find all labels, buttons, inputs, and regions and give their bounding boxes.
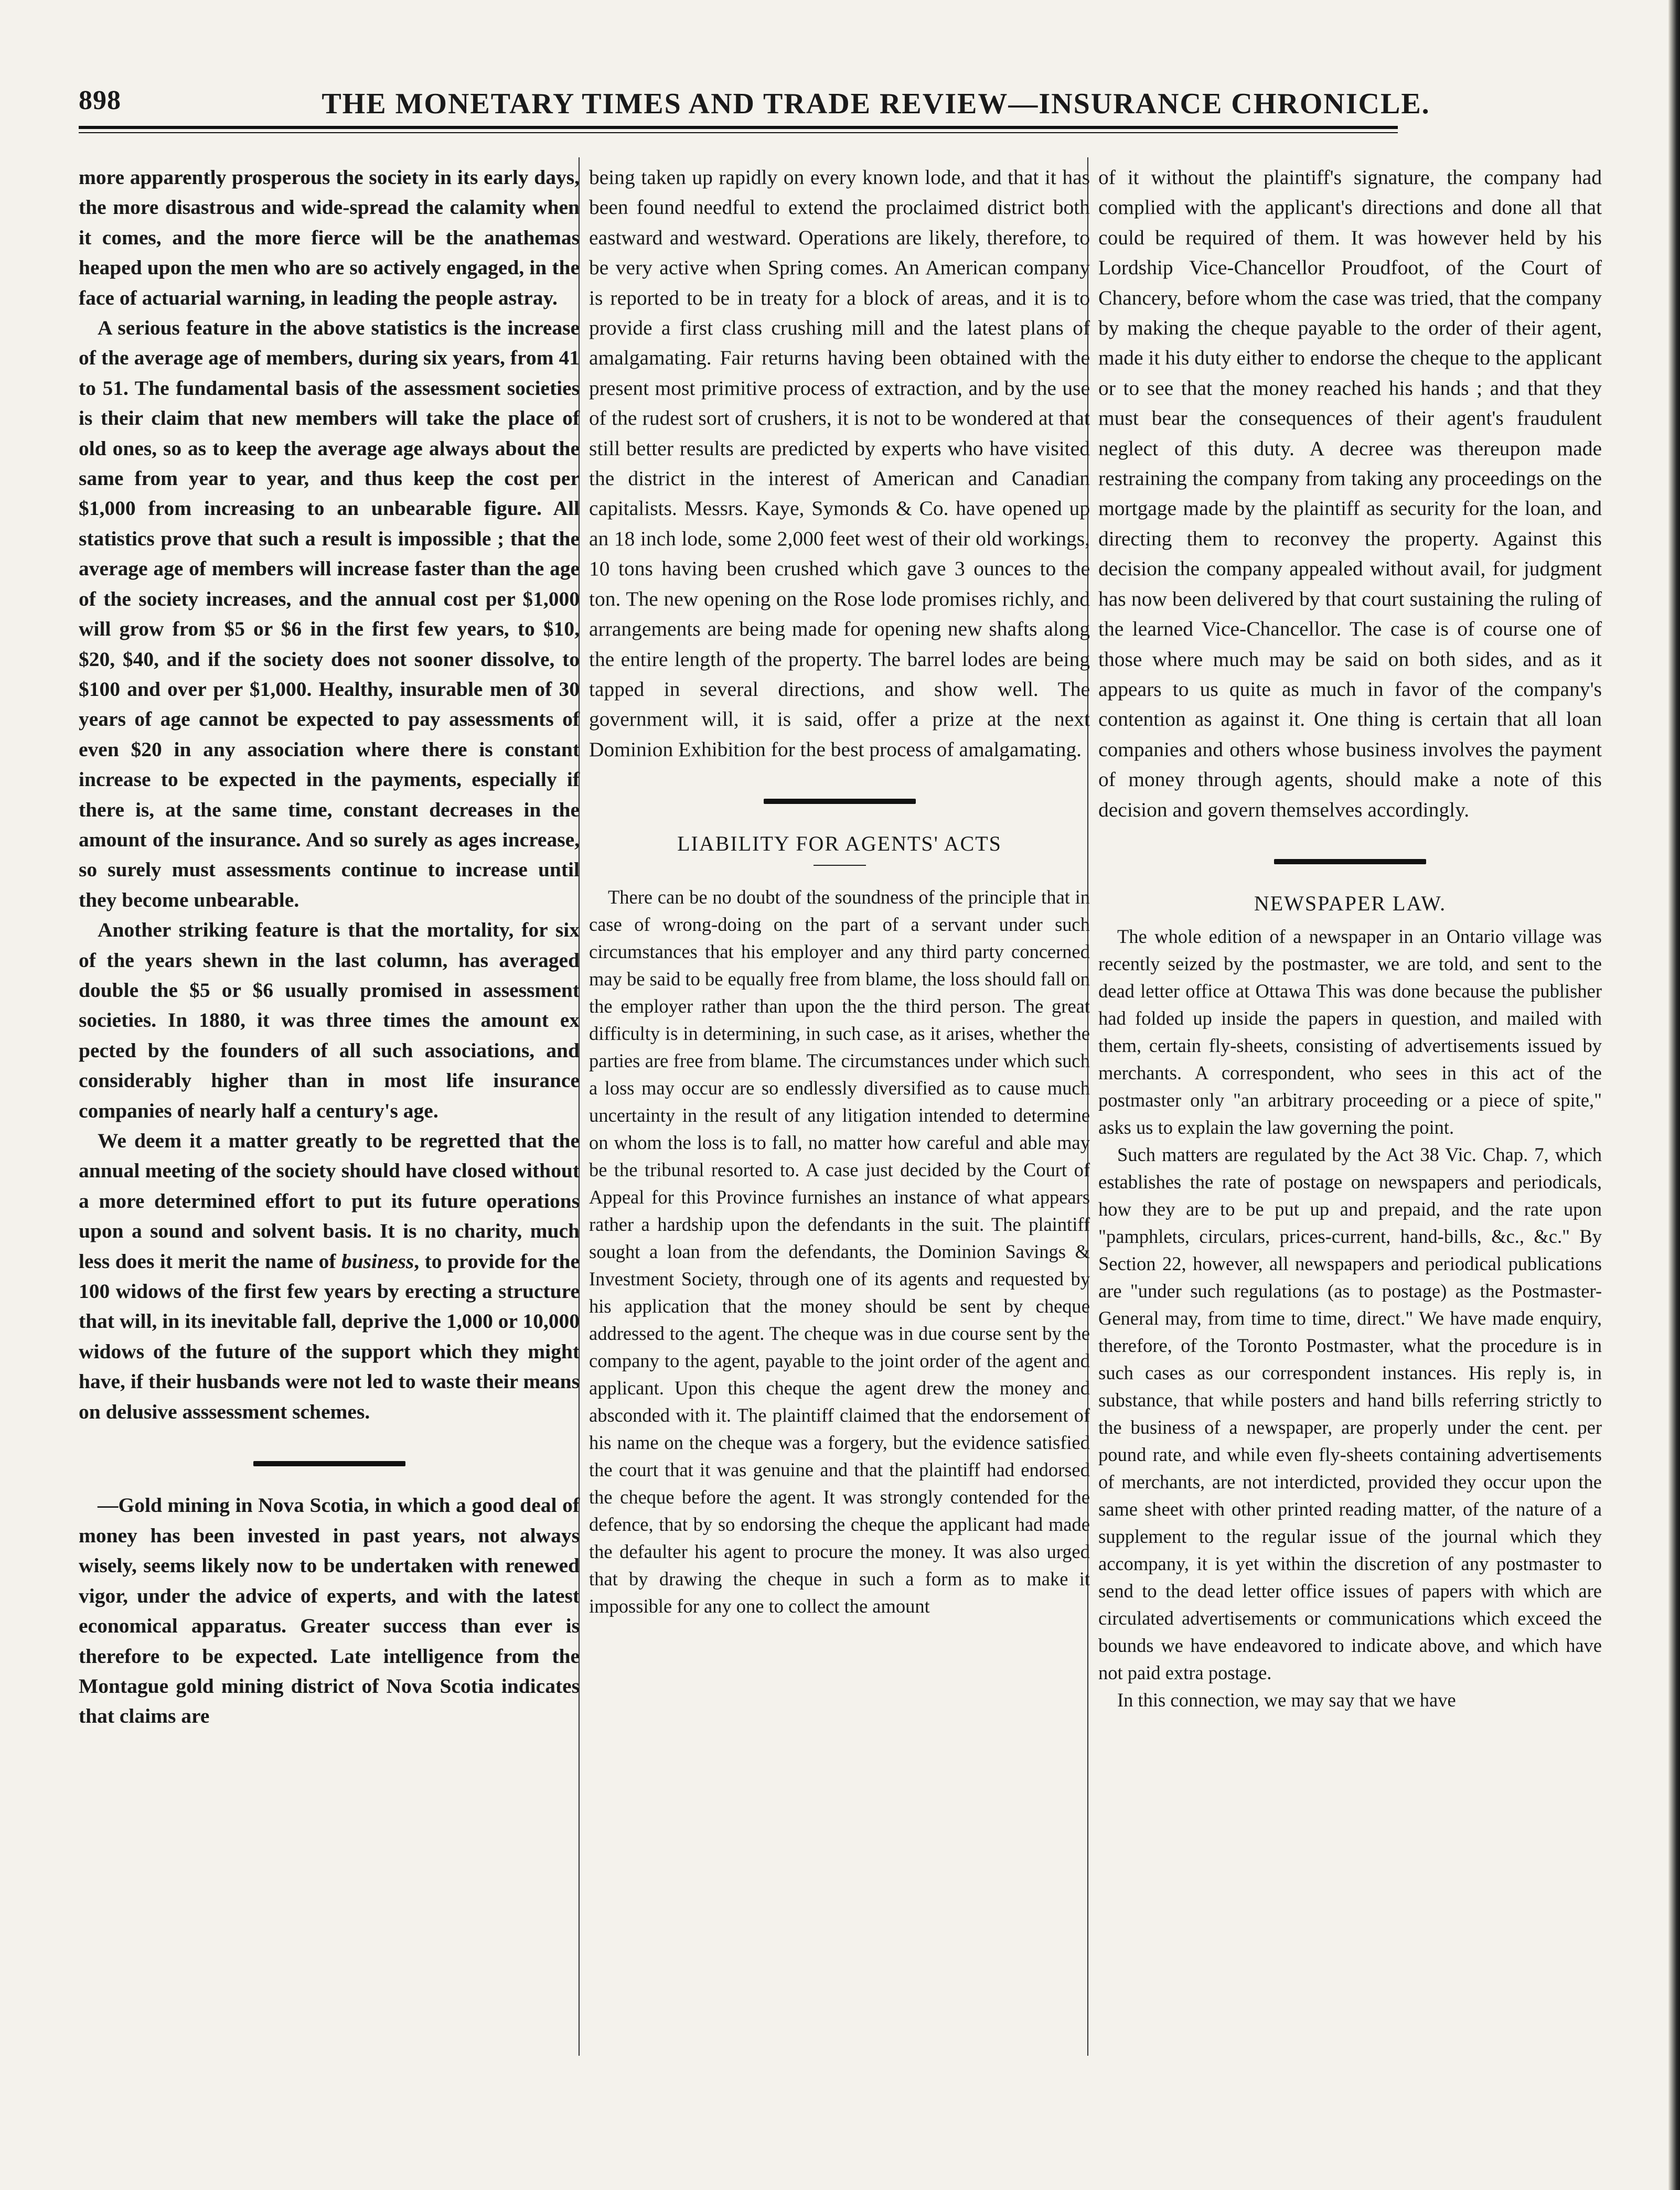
running-title: THE MONETARY TIMES AND TRADE REVIEW—INSURANCE CHRONICLE.	[322, 88, 1430, 120]
paragraph-assessment-calamity: more apparently prosperous the society in its early days, the more disastrous and wide-spread the calamity when it comes, and the more fierce will be the anathemas heaped upon the men who are so actively engaged, in the face of actuarial warning, in leading the people astray.	[79, 166, 580, 309]
section-divider	[1098, 843, 1602, 873]
paragraph-liability-agents: There can be no doubt of the soundness of the principle that in case of wrong-doing on the part of a servant under such circumstances that his employer and any third party concerned may be said to be equally free from blame, the loss should fall on the employer rather than upon the the third person. The great difficulty is in determining, in such case, as it arises, whether the parties are free from blame. The circumstances under which such a loss may occur are so endlessly diversified as to cause much uncertainty in the result of any litigation intended to determine on whom the loss is to fall, no matter how careful and able may be the tribunal resorted to. A case just decided by the Court of Appeal for this Province furnishes an instance of what appears rather a hardship upon the defendants in the suit. The plaintiff sought a loan from the defendants, the Dominion Savings & Investment Society, through one of its agents and requested by his application that the money should be sent by cheque addressed to the agent. The cheque was in due course sent by the company to the agent, payable to the joint order of the agent and applicant. Upon this cheque the agent drew the money and absconded with it. The plaintiff claimed that the endorsement of his name on the cheque was a forgery, but the evidence satisfied the court that it was genuine and that the plaintiff had endorsed the cheque before the agent. It was strongly contended for the defence, that by so endorsing the cheque the applicant had made the defaulter his agent to procure the money. It was also urged that by drawing the cheque in such a form as to make it impossible for any one to collect the amount	[589, 886, 1090, 1617]
column-3	[1098, 163, 1602, 1714]
paragraph-vice-chancellor-ruling: of it without the plaintiff's signature, the company had complied with the applicant's directions and done all that could be required of them. It was however held by his Lordship Vice-Chancellor Proudfoot, of the Court of Chancery, before whom the case was tried, that the company by making the cheque payable to the order of their agent, made it his duty either to endorse the cheque to the applicant or to see that the money reached his hands ; and that they must bear the consequences of their agent's fraudulent neglect of this duty. A decree was thereupon made restraining the company from taking any proceedings on the mortgage made by the plaintiff as security for the loan, and directing them to reconvey the property. Against this decision the company appealed without avail, for judgment has now been delivered by that court sustaining the ruling of the learned Vice-Chancellor. The case is of course one of those where much may be said on both sides, and as it appears to us quite as much in favor of the company's contention as against it. One thing is certain that all loan companies and others whose business involves the payment of money through agents, should make a note of this decision and govern themselves accordingly.	[1098, 166, 1602, 821]
header-rule-thick	[79, 126, 1398, 129]
heading-underline	[814, 865, 866, 866]
paragraph-postage-regulation: Such matters are regulated by the Act 38 Vic. Chap. 7, which establishes the rate of postage on newspapers and periodicals, how they are to be put up and prepaid, and the rate upon "pamphlets, circulars, prices-current, hand-bills, &c., &c." By Section 22, however, all newspapers and periodical publications are "under such regulations (as to postage) as the Postmaster-General may, from time to time, direct." We have made enquiry, therefore, of the Toronto Postmaster, what the procedure is in such cases as our correspondent instances. His reply is, in substance, that while posters and hand bills referring strictly to the business of a newspaper, are properly under the cent. per pound rate, and while even fly-sheets containing advertisements of merchants, are not interdicted, provided they occur upon the same sheet with other printed reading matter, of the nature of a supplement to the regular issue of the journal which they accompany, it is yet within the discretion of any postmaster to send to the dead letter office issues of papers with which are circulated advertisements or communications which exceed the bounds we have endeavored to indicate above, and which have not paid extra postage.	[1098, 1143, 1602, 1683]
paragraph-newspaper-seized: The whole edition of a newspaper in an Ontario village was recently seized by the postmaster, we are told, and sent to the dead letter office at Ottawa This was done because the publisher had folded up inside the papers in question, and mailed with them, certain fly-sheets, consisting of advertisements issued by merchants. A correspondent, who sees in this act of the postmaster only "an arbitrary proceeding or a piece of spite," asks us to explain the law governing the point.	[1098, 925, 1602, 1138]
column-2	[589, 163, 1090, 1620]
scan-edge-shadow	[1668, 0, 1680, 2190]
paragraph-gold-mining: —Gold mining in Nova Scotia, in which a good deal of money has been invested in past years, not always wisely, seems likely now to be undertaken with renewed vigor, under the advice of experts, and with the latest economical apparatus. Greater success than ever is therefore to be expected. Late intelligence from the Montague gold mining district of Nova Scotia indicates that claims are	[79, 1494, 580, 1728]
article-heading-newspaper-law: NEWSPAPER LAW.	[1254, 892, 1447, 916]
paragraph-lode-operations: being taken up rapidly on every known lode, and that it has been found needful to extend the proclaimed district both eastward and westward. Operations are likely, therefore, to be very active when Spring comes. An American company is reported to be in treaty for a block of areas, and it is to provide a first class crushing mill and the latest plans of amalgamating. Fair returns having been obtained with the present most primitive process of extraction, and by the use of the rudest sort of crushers, it is not to be wondered at that still better results are predicted by experts who have visited the district in the interest of American and Canadian capitalists. Messrs. Kaye, Symonds & Co. have opened up an 18 inch lode, some 2,000 feet west of their old workings, 10 tons having been crushed which gave 3 ounces to the ton. The new opening on the Rose lode promises richly, and arrangements are being made for opening new shafts along the entire length of the property. The barrel lodes are being tapped in several directions, and show well. The government will, it is said, offer a prize at the next Dominion Exhibition for the best process of amalgamating.	[589, 166, 1090, 761]
italic-business: business	[341, 1249, 414, 1273]
header-rule-thin	[79, 132, 1398, 133]
page-number: 898	[79, 85, 121, 115]
article-heading-liability: LIABILITY FOR AGENTS' ACTS	[677, 831, 1002, 855]
paragraph-connection: In this connection, we may say that we have	[1117, 1689, 1456, 1711]
page-header	[79, 73, 1430, 131]
paragraph-mortality: Another striking feature is that the mortality, for six of the years shewn in the last column, has averaged double the $5 or $6 usually promised in assessment societies. In 1880, it was three times the amount ex pected by the founders of all such associations, and considerably higher than in most life insurance companies of nearly half a century's age.	[79, 918, 580, 1122]
paragraph-average-age: A serious feature in the above statistics is the increase of the average age of members, during six years, from 41 to 51. The fundamental basis of the assessment societies is their claim that new members will take the place of old ones, so as to keep the average age always about the same from year to year, and thus keep the cost per $1,000 from increasing to an unbearable figure. All statistics prove that such a result is impossible ; that the average age of members will increase faster than the age of the society increases, and the annual cost per $1,000 will grow from $5 or $6 in the first few years, to $10, $20, $40, and if the society does not sooner dissolve, to $100 and over per $1,000. Healthy, insurable men of 30 years of age cannot be expected to pay assessments of even $20 in any association where there is constant increase to be expected in the payments, especially if there is, at the same time, constant decreases in the amount of the insurance. And so surely as ages increase, so surely must assessments continue to increase until they become unbearable.	[79, 316, 580, 911]
section-divider	[79, 1445, 580, 1475]
column-1	[79, 163, 580, 1732]
paragraph-annual-meeting: We deem it a matter greatly to be regretted that the annual meeting of the society should have closed without a more determined effort to put its future operations upon a sound and solvent basis. It is no charity, much less does it merit the name of business, to provide for the 100 widows of the first few years by erecting a structure that will, in its inevitable fall, deprive the 1,000 or 10,000 widows of the future of the support which they might have, if their husbands were not led to waste their means on delusive asssessment schemes.	[79, 1129, 580, 1423]
section-divider	[589, 782, 1090, 812]
